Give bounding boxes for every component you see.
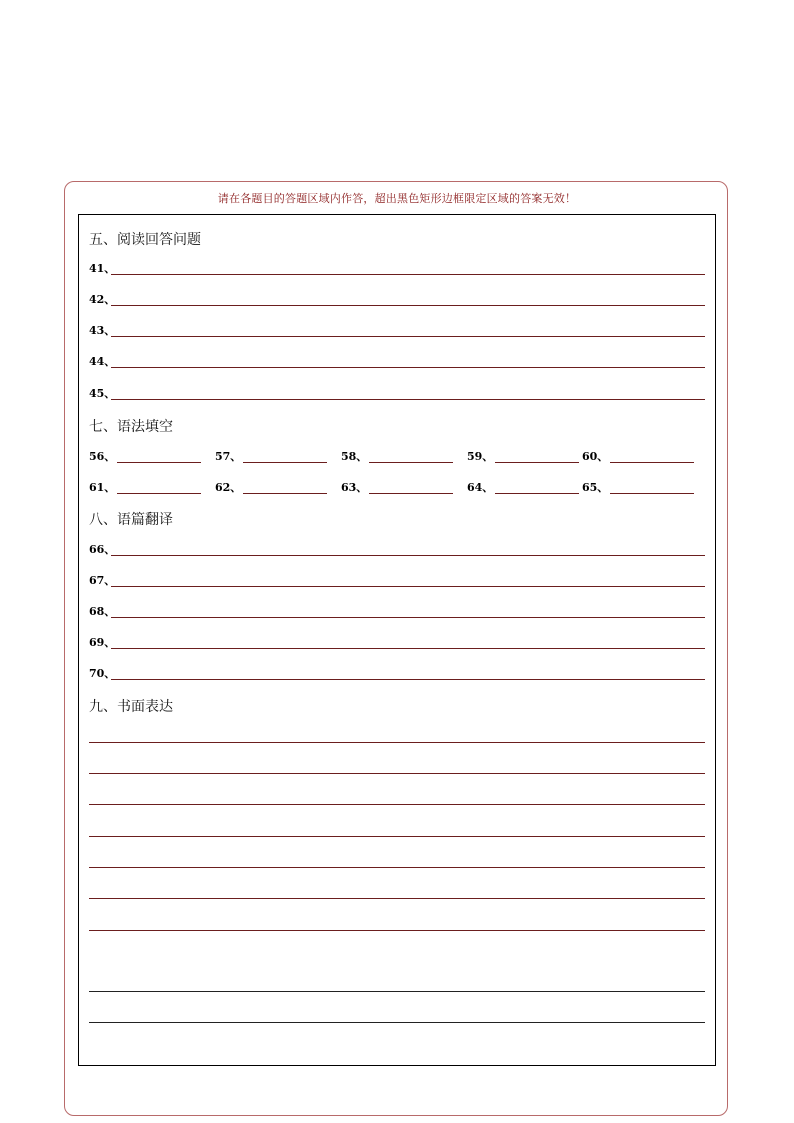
answer-line[interactable] [111,586,705,587]
answer-line[interactable] [243,493,327,494]
question-number: 59、 [467,450,494,463]
answer-row-70[interactable] [89,664,705,680]
question-number: 68、 [89,605,116,618]
answer-row-67[interactable] [89,571,705,587]
writing-line[interactable] [89,804,705,805]
blank-59[interactable] [467,447,579,463]
answer-line[interactable] [111,399,705,400]
answer-line[interactable] [369,462,453,463]
blank-56[interactable] [89,447,201,463]
answer-row-68[interactable] [89,602,705,618]
answer-line[interactable] [111,555,705,556]
answer-line[interactable] [111,274,705,275]
answer-region-notice: 请在各题目的答题区域内作答，超出黑色矩形边框限定区域的答案无效！ [217,192,577,205]
answer-line[interactable] [495,493,579,494]
question-number: 66、 [89,543,116,556]
answer-line[interactable] [369,493,453,494]
section-title-translation: 八、语篇翻译 [89,512,173,528]
question-number: 62、 [215,481,242,494]
section-title-writing: 九、书面表达 [89,699,173,715]
answer-line[interactable] [111,679,705,680]
section-title-reading: 五、阅读回答问题 [89,232,201,248]
blank-57[interactable] [215,447,327,463]
answer-line[interactable] [111,367,705,368]
blank-63[interactable] [341,478,453,494]
question-number: 42、 [89,293,116,306]
blank-62[interactable] [215,478,327,494]
answer-line[interactable] [117,462,201,463]
writing-line[interactable] [89,930,705,931]
writing-line[interactable] [89,836,705,837]
section-title-grammar: 七、语法填空 [89,419,173,435]
question-number: 65、 [582,481,609,494]
question-number: 43、 [89,324,116,337]
question-number: 56、 [89,450,116,463]
question-number: 61、 [89,481,116,494]
writing-line[interactable] [89,1022,705,1023]
question-number: 45、 [89,387,116,400]
question-number: 41、 [89,262,116,275]
blank-61[interactable] [89,478,201,494]
question-number: 57、 [215,450,242,463]
answer-line[interactable] [243,462,327,463]
answer-row-43[interactable] [89,321,705,337]
answer-row-45[interactable] [89,384,705,400]
answer-line[interactable] [610,493,694,494]
blank-64[interactable] [467,478,579,494]
answer-line[interactable] [610,462,694,463]
question-number: 69、 [89,636,116,649]
writing-line[interactable] [89,991,705,992]
answer-row-44[interactable] [89,352,705,368]
blank-60[interactable] [582,447,694,463]
blank-65[interactable] [582,478,694,494]
answer-row-41[interactable] [89,259,705,275]
blank-58[interactable] [341,447,453,463]
question-number: 63、 [341,481,368,494]
answer-line[interactable] [117,493,201,494]
answer-line[interactable] [111,305,705,306]
writing-line[interactable] [89,898,705,899]
writing-line[interactable] [89,742,705,743]
answer-line[interactable] [111,648,705,649]
answer-line[interactable] [495,462,579,463]
question-number: 60、 [582,450,609,463]
question-number: 64、 [467,481,494,494]
answer-row-66[interactable] [89,540,705,556]
answer-row-42[interactable] [89,290,705,306]
answer-row-69[interactable] [89,633,705,649]
answer-line[interactable] [111,617,705,618]
writing-line[interactable] [89,867,705,868]
writing-line[interactable] [89,773,705,774]
answer-line[interactable] [111,336,705,337]
question-number: 67、 [89,574,116,587]
question-number: 58、 [341,450,368,463]
question-number: 44、 [89,355,116,368]
question-number: 70、 [89,667,116,680]
